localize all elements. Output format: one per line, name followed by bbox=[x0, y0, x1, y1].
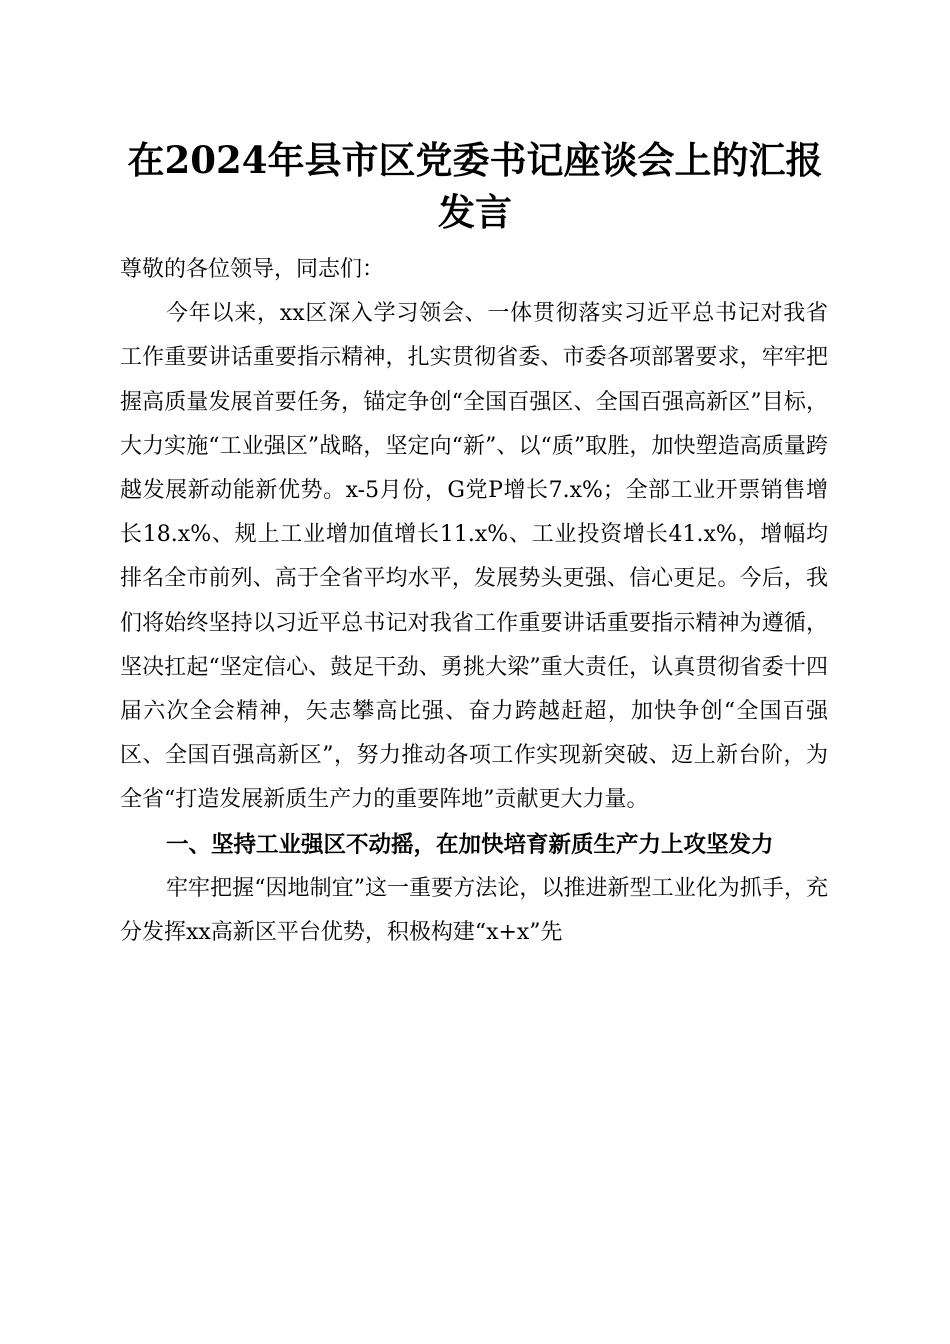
salutation: 尊敬的各位领导，同志们： bbox=[120, 257, 385, 282]
body-paragraph: 今年以来，xx区深入学习领会、一体贯彻落实习近平总书记对我省工作重要讲话重要指示精神，扎实贯彻省委、市委各项部署要求，牢牢把握高质量发展首要任务，锚定争创“全国百强区、全国百强高新区”目标，大力实施“工业强区”战略，坚定向“新”、以“质”取胜，加快塑造高质量跨越发展新动能新优势。x-5月份，G党P增长7.x%；全部工业开票销售增长18.x%、规上工业增加值增长11.x%、工业投资增长41.x%，增幅均排名全市前列、高于全省平均水平，发展势头更强、信心更足。今后，我们将始终坚持以习近平总书记对我省工作重要讲话重要指示精神为遵循，坚决扛起“坚定信心、鼓足干劲、勇挑大梁”重大责任，认真贯彻省委十四届六次全会精神，矢志攀高比强、奋力跨越赶超，加快争创“全国百强区、全国百强高新区”，努力推动各项工作实现新突破、迈上新台阶，为全省“打造发展新质生产力的重要阵地”贡献更大力量。 bbox=[120, 301, 828, 813]
document-title: 在2024年县市区党委书记座谈会上的汇报发言 bbox=[127, 138, 823, 234]
document-body bbox=[120, 248, 828, 955]
section-heading: 一、坚持工业强区不动摇，在加快培育新质生产力上攻坚发力 bbox=[166, 831, 774, 858]
body-paragraph: 牢牢把握“因地制宜”这一重要方法论，以推进新型工业化为抓手，充分发挥xx高新区平台优势，积极构建“x+x”先 bbox=[120, 875, 828, 946]
